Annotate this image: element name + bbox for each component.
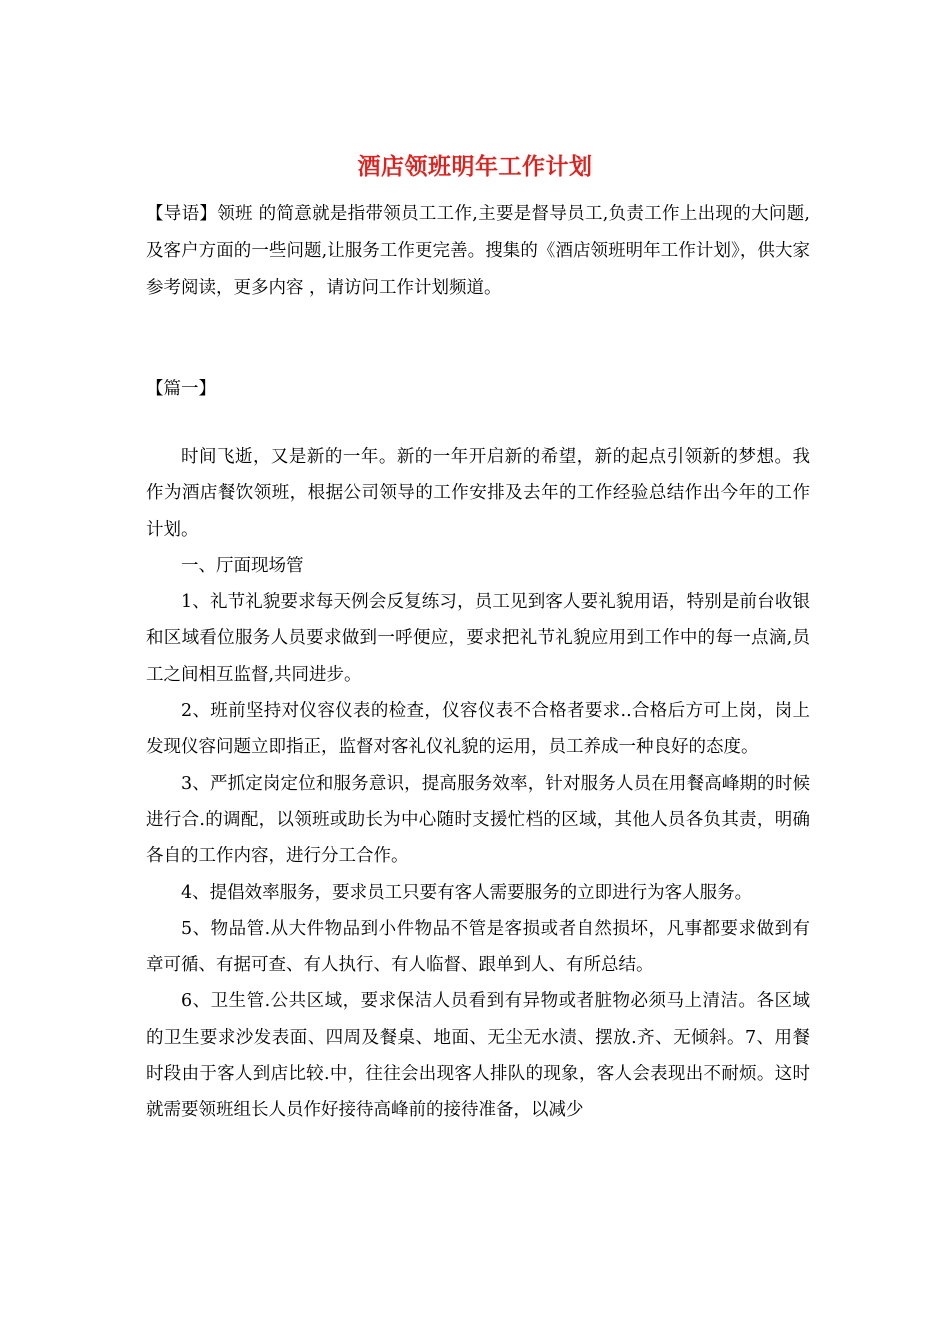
body-text — [146, 439, 810, 1129]
document-title: 酒店领班明年工作计划 — [357, 153, 593, 180]
section-label: 【篇一】 — [146, 379, 216, 399]
paragraph-4: 3、严抓定岗定位和服务意识，提高服务效率，针对服务人员在用餐高峰期的时候进行合.的调配，以领班或助长为中心随时支援忙档的区域，其他人员各负其责，明确各自的工作内容，进行分工合作。 — [146, 773, 810, 867]
heading-1: 一、厅面现场管 — [181, 555, 304, 576]
paragraph-3: 2、班前坚持对仪容仪表的检查，仪容仪表不合格者要求..合格后方可上岗，岗上发现仪容问题立即指正，监督对客礼仪礼貌的运用，员工养成一种良好的态度。 — [146, 701, 810, 758]
paragraph-5: 4、提倡效率服务，要求员工只要有客人需要服务的立即进行为客人服务。 — [181, 882, 753, 903]
paragraph-7: 6、卫生管.公共区域，要求保洁人员看到有异物或者脏物必须马上清洁。各区域的卫生要求沙发表面、四周及餐桌、地面、无尘无水渍、摆放.齐、无倾斜。7、用餐时段由于客人到店比较.中，往往会出现客人排队的现象，客人会表现出不耐烦。这时就需要领班组长人员作好接待高峰前的接待准备，以减少 — [146, 991, 810, 1121]
paragraph-1: 时间飞逝，又是新的一年。新的一年开启新的希望，新的起点引领新的梦想。我作为酒店餐饮领班，根据公司领导的工作安排及去年的工作经验总结作出今年的工作计划。 — [146, 447, 810, 540]
intro-paragraph: 【导语】领班 的简意就是指带领员工工作,主要是督导员工,负责工作上出现的大问题,及客户方面的一些问题,让服务工作更完善。搜集的《酒店领班明年工作计划》，供大家参考阅读，更多内容 ，请访问工作计划频道。 — [146, 204, 810, 298]
paragraph-6: 5、物品管.从大件物品到小件物品不管是客损或者自然损坏，凡事都要求做到有章可循、有据可查、有人执行、有人临督、跟单到人、有所总结。 — [146, 918, 810, 976]
paragraph-2: 1、礼节礼貌要求每天例会反复练习，员工见到客人要礼貌用语，特别是前台收银和区域看位服务人员要求做到一呼便应，要求把礼节礼貌应用到工作中的每一点滴,员工之间相互监督,共同进步。 — [146, 592, 810, 685]
